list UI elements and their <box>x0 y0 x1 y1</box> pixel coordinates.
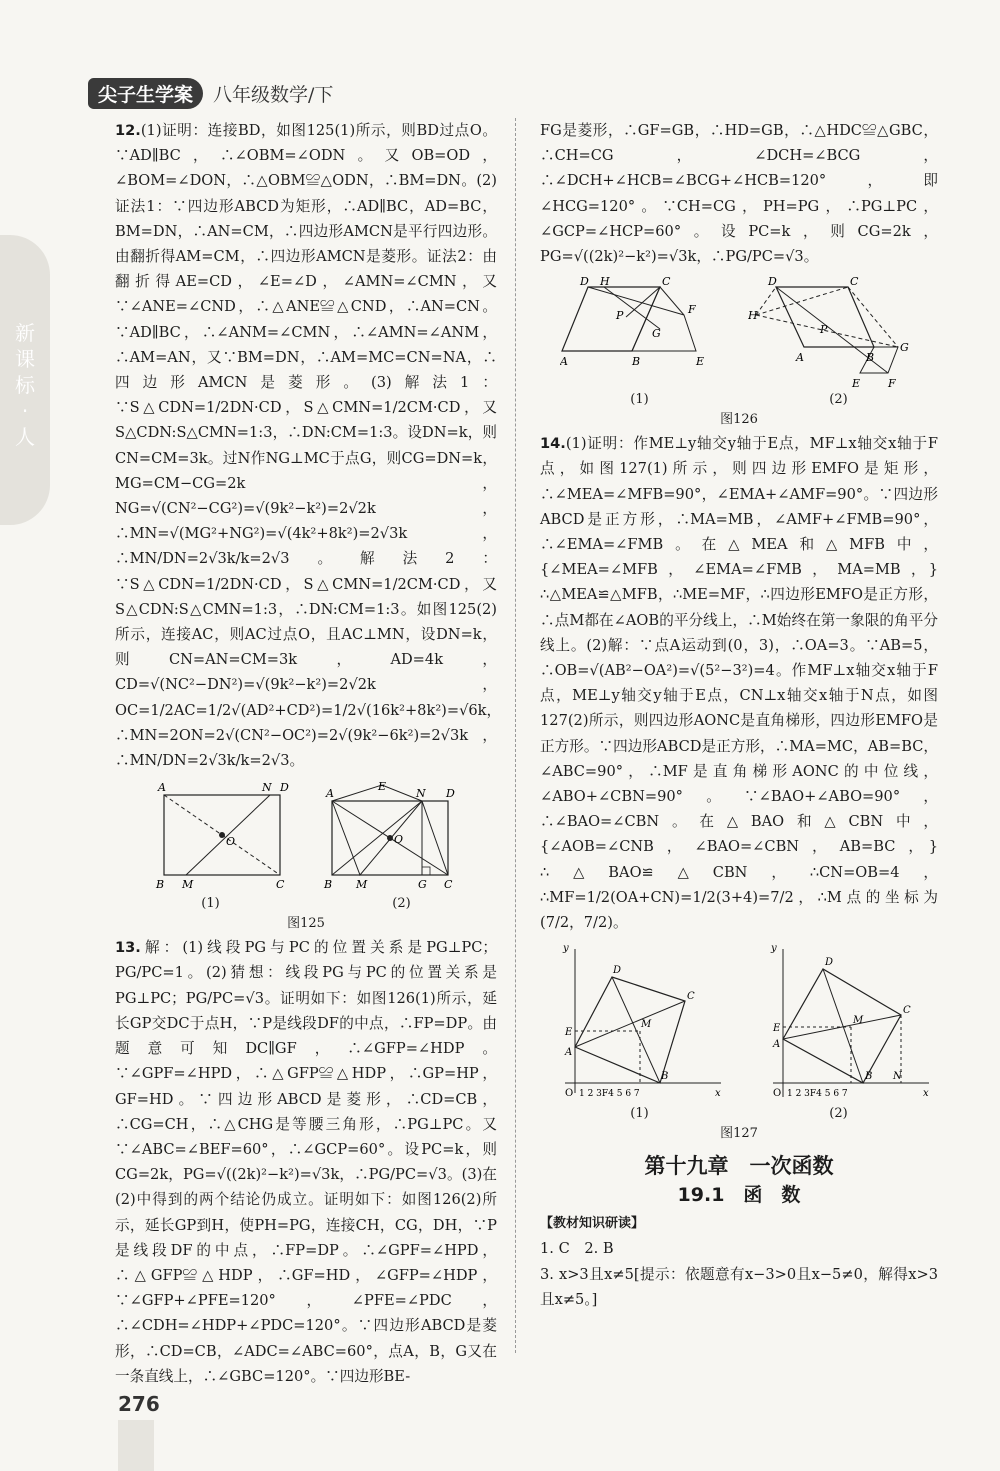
figure-127 <box>540 943 938 1103</box>
svg-text:y: y <box>563 943 569 955</box>
svg-text:E: E <box>696 355 705 369</box>
subcaption: (1) <box>630 1106 649 1122</box>
svg-text:B: B <box>661 1071 669 1083</box>
svg-text:D: D <box>280 781 289 795</box>
figure-125 <box>115 781 497 893</box>
figure-127-2 <box>753 943 933 1103</box>
figure-126 <box>540 277 938 389</box>
svg-text:O: O <box>226 835 236 849</box>
svg-text:C: C <box>850 277 859 289</box>
question-14 <box>540 431 938 935</box>
column-divider <box>515 118 516 1353</box>
answer-3: 3. x>3且x≠5[提示：依题意有x−3>0且x−5≠0，解得x>3且x≠5。] <box>540 1265 939 1308</box>
svg-text:C: C <box>662 277 671 289</box>
svg-text:C: C <box>444 878 453 892</box>
question-13-continued: FG是菱形，∴GF=GB，∴HD=GB，∴△HDC≌△GBC，∴CH=CG，∠DCH=∠BCG，∴∠DCH+∠HCB=∠BCG+∠HCB=120°，即∠HCG=120°。∵CH=CG，PH=PG，∴PG⊥PC，∠GCP=∠HCP=60°。设PC=k，则CG=2k，PG=√((2k)²−k²)=√3k，∴PG/PC=√3。 <box>540 122 938 266</box>
svg-text:A: A <box>560 355 568 369</box>
svg-text:1 2 3F4 5 6 7: 1 2 3F4 5 6 7 <box>579 1089 640 1100</box>
svg-text:O: O <box>565 1088 574 1100</box>
svg-text:C: C <box>687 991 695 1003</box>
figure-126-2 <box>748 277 918 389</box>
figure-127-1 <box>545 943 725 1103</box>
svg-text:E: E <box>565 1027 573 1039</box>
question-number: 13. <box>115 939 141 957</box>
svg-text:P: P <box>616 309 624 323</box>
svg-text:M: M <box>853 1015 864 1027</box>
answer-1-2: 1. C 2. B <box>540 1240 614 1258</box>
right-column <box>540 118 938 1312</box>
svg-text:M: M <box>641 1019 652 1031</box>
chapter-title: 第十九章 一次函数 <box>644 1154 834 1179</box>
svg-text:D: D <box>613 965 622 977</box>
figure-125-1 <box>152 781 292 893</box>
svg-text:O: O <box>394 833 404 847</box>
figure-125-2 <box>320 781 460 893</box>
svg-text:E: E <box>378 781 387 794</box>
svg-text:F: F <box>888 377 896 390</box>
svg-text:A: A <box>158 781 166 795</box>
svg-text:B: B <box>865 1071 873 1083</box>
question-text: (1)证明：作ME⊥y轴交y轴于E点，MF⊥x轴交x轴于F点，如图127(1)所示，则四边形EMFO是矩形，∴∠MEA=∠MFB=90°，∠EMA+∠AMF=90°。∵四边形ABCD是正方形，∴MA=MB，∠AMF+∠FMB=90°，∴∠EMA=∠FMB。在△MEA和△MFB中，{∠MEA=∠MFB，∠EMA=∠FMB，MA=MB，}∴△MEA≌△MFB，∴ME=MF，∴四边形EMFO是正方形，∴点M都在∠AOB的平分线上，∴M始终在第一象限的角平分线上。(2)解：∵点A运动到(0，3)，∴OA=3。∵AB=5，∴OB=√(AB²−OA²)=√(5²−3²)=4。作MF⊥x轴交x轴于F点，ME⊥y轴交y轴于E点，CN⊥x轴交x轴于N点，如图127(2)所示，则四边形AONC是直角梯形，四边形EMFO是正方形。∵四边形ABCD是正方形，∴MA=MC，AB=BC，∠ABC=90°，∴MF是直角梯形AONC的中位线，∠ABO+∠CBN=90°。∵∠BAO+∠ABO=90°，∴∠BAO=∠CBN。在△BAO和△CBN中，{∠AOB=∠CNB，∠BAO=∠CBN，AB=BC，}∴△BAO≌△CBN，∴CN=OB=4，∴MF=1/2(OA+CN)=1/2(3+4)=7/2，∴M点的坐标为(7/2，7/2)。 <box>540 435 938 932</box>
subcaption: (1) <box>201 896 220 912</box>
svg-text:N: N <box>893 1071 902 1083</box>
svg-text:B: B <box>156 878 165 892</box>
figure-127-caption: 图127 <box>720 1126 758 1142</box>
figure-126-caption: 图126 <box>720 412 758 428</box>
svg-text:D: D <box>768 277 777 289</box>
subcaption: (2) <box>829 392 848 408</box>
svg-text:P: P <box>820 323 828 337</box>
subject-label: 八年级数学/下 <box>213 83 334 106</box>
svg-text:F: F <box>688 303 696 317</box>
question-13 <box>115 935 497 1389</box>
page-number-bar <box>118 1420 154 1471</box>
svg-text:x: x <box>715 1088 721 1100</box>
svg-text:N: N <box>262 781 272 795</box>
figure-125-subcaptions <box>115 895 497 913</box>
question-text: (1)证明：连接BD，如图125(1)所示，则BD过点O。∵AD∥BC，∴∠OBM=∠ODN。又OB=OD，∠BOM=∠DON，∴△OBM≌△ODN，∴BM=DN。(2)证法1：∵四边形ABCD为矩形，∴AD∥BC，AD=BC，BM=DN，∴AN=CM，∴四边形AMCN是平行四边形。由翻折得AM=CM，∴四边形AMCN是菱形。证法2：由翻折得AE=CD，∠E=∠D，∠AMN=∠CMN，又∵∠ANE=∠CND，∴△ANE≌△CND，∴AN=CN。∵AD∥BC，∴∠ANM=∠CMN，∴∠AMN=∠ANM，∴AM=AN，又∵BM=DN，∴AM=MC=CN=NA，∴四边形AMCN是菱形。(3)解法1：∵S△CDN=1/2DN·CD，S△CMN=1/2CM·CD，又S△CDN:S△CMN=1:3，∴DN:CM=1:3。设DN=k，则CN=CM=3k。过N作NG⊥MC于点G，则CG=DN=k，MG=CM−CG=2k，NG=√(CN²−CG²)=√(9k²−k²)=2√2k，∴MN=√(MG²+NG²)=√(4k²+8k²)=2√3k，∴MN/DN=2√3k/k=2√3。解法2：∵S△CDN=1/2DN·CD，S△CMN=1/2CM·CD，又S△CDN:S△CMN=1:3，∴DN:CM=1:3。如图125(2)所示，连接AC，则AC过点O，且AC⊥MN，设DN=k，则CN=AN=CM=3k，AD=4k，CD=√(NC²−DN²)=√(9k²−k²)=2√2k，OC=1/2AC=1/2√(AD²+CD²)=1/2√(16k²+8k²)=√6k，∴MN=2ON=2√(CN²−OC²)=2√(9k²−6k²)=2√3k，∴MN/DN=2√3k/k=2√3。 <box>115 122 502 770</box>
question-number: 12. <box>115 122 141 139</box>
svg-text:B: B <box>866 351 875 365</box>
svg-text:A: A <box>565 1047 573 1059</box>
question-number: 14. <box>540 435 566 453</box>
svg-text:D: D <box>580 277 589 289</box>
side-tab-label: 新课标·人 <box>15 321 35 449</box>
svg-text:A: A <box>326 787 334 801</box>
svg-text:E: E <box>773 1023 781 1035</box>
svg-text:y: y <box>771 943 777 955</box>
svg-text:H: H <box>600 277 610 289</box>
figure-126-subcaptions <box>540 391 938 409</box>
section-title: 19.1 函 数 <box>677 1184 801 1207</box>
svg-text:D: D <box>446 787 455 801</box>
svg-text:x: x <box>923 1088 929 1100</box>
svg-text:C: C <box>903 1005 911 1017</box>
svg-text:E: E <box>852 377 861 390</box>
section-tag: 【教材知识研读】 <box>540 1216 645 1232</box>
figure-127-subcaptions <box>540 1105 938 1123</box>
svg-text:G: G <box>900 341 909 355</box>
subcaption: (2) <box>392 896 411 912</box>
svg-text:1 2 3F4 5 6 7: 1 2 3F4 5 6 7 <box>787 1089 848 1100</box>
svg-text:M: M <box>182 878 194 892</box>
subcaption: (2) <box>829 1106 848 1122</box>
page-number: 276 <box>118 1392 160 1416</box>
svg-text:G: G <box>418 878 427 892</box>
svg-text:M: M <box>356 878 368 892</box>
svg-text:D: D <box>825 957 834 969</box>
svg-text:N: N <box>416 787 426 801</box>
question-12 <box>115 118 502 773</box>
svg-text:G: G <box>652 327 661 341</box>
page-header <box>88 78 333 108</box>
svg-text:A: A <box>773 1039 781 1051</box>
svg-text:C: C <box>276 878 285 892</box>
svg-text:H: H <box>748 309 758 323</box>
figure-126-1 <box>560 277 720 369</box>
left-column <box>115 118 502 1389</box>
svg-text:O: O <box>773 1088 782 1100</box>
subcaption: (1) <box>630 392 649 408</box>
brand-label: 尖子生学案 <box>88 78 203 109</box>
question-text: 解：(1)线段PG与PC的位置关系是PG⊥PC；PG/PC=1。(2)猜想：线段PG与PC的位置关系是PG⊥PC；PG/PC=√3。证明如下：如图126(1)所示，延长GP交DC于点H，∵P是线段DF的中点，∴FP=DP。由题意可知DC∥GF，∴∠GFP=∠HDP。∵∠GPF=∠HPD，∴△GFP≌△HDP，∴GP=HP，GF=HD。∵四边形ABCD是菱形，∴CD=CB，∴CG=CH，∴△CHG是等腰三角形，∴PG⊥PC。又∵∠ABC=∠BEF=60°，∴∠GCP=60°。设PC=k，则CG=2k，PG=√((2k)²−k²)=√3k，∴PG/PC=√3。(3)在(2)中得到的两个结论仍成立。证明如下：如图126(2)所示，延长GP到H，使PH=PG，连接CH，CG，DH，∵P是线段DF的中点，∴FP=DP。∴∠GPF=∠HPD，∴△GFP≌△HDP，∴GF=HD，∠GFP=∠HDP，∵∠GFP+∠PFE=120°，∠PFE=∠PDC，∴∠CDH=∠HDP+∠PDC=120°。∵四边形ABCD是菱形，∴CD=CB，∠ADC=∠ABC=60°，点A，B，G又在一条直线上，∴∠GBC=120°。∵四边形BE- <box>115 939 497 1385</box>
svg-text:A: A <box>796 351 804 365</box>
figure-125-caption: 图125 <box>287 916 325 932</box>
svg-text:B: B <box>632 355 641 369</box>
svg-text:B: B <box>324 878 333 892</box>
